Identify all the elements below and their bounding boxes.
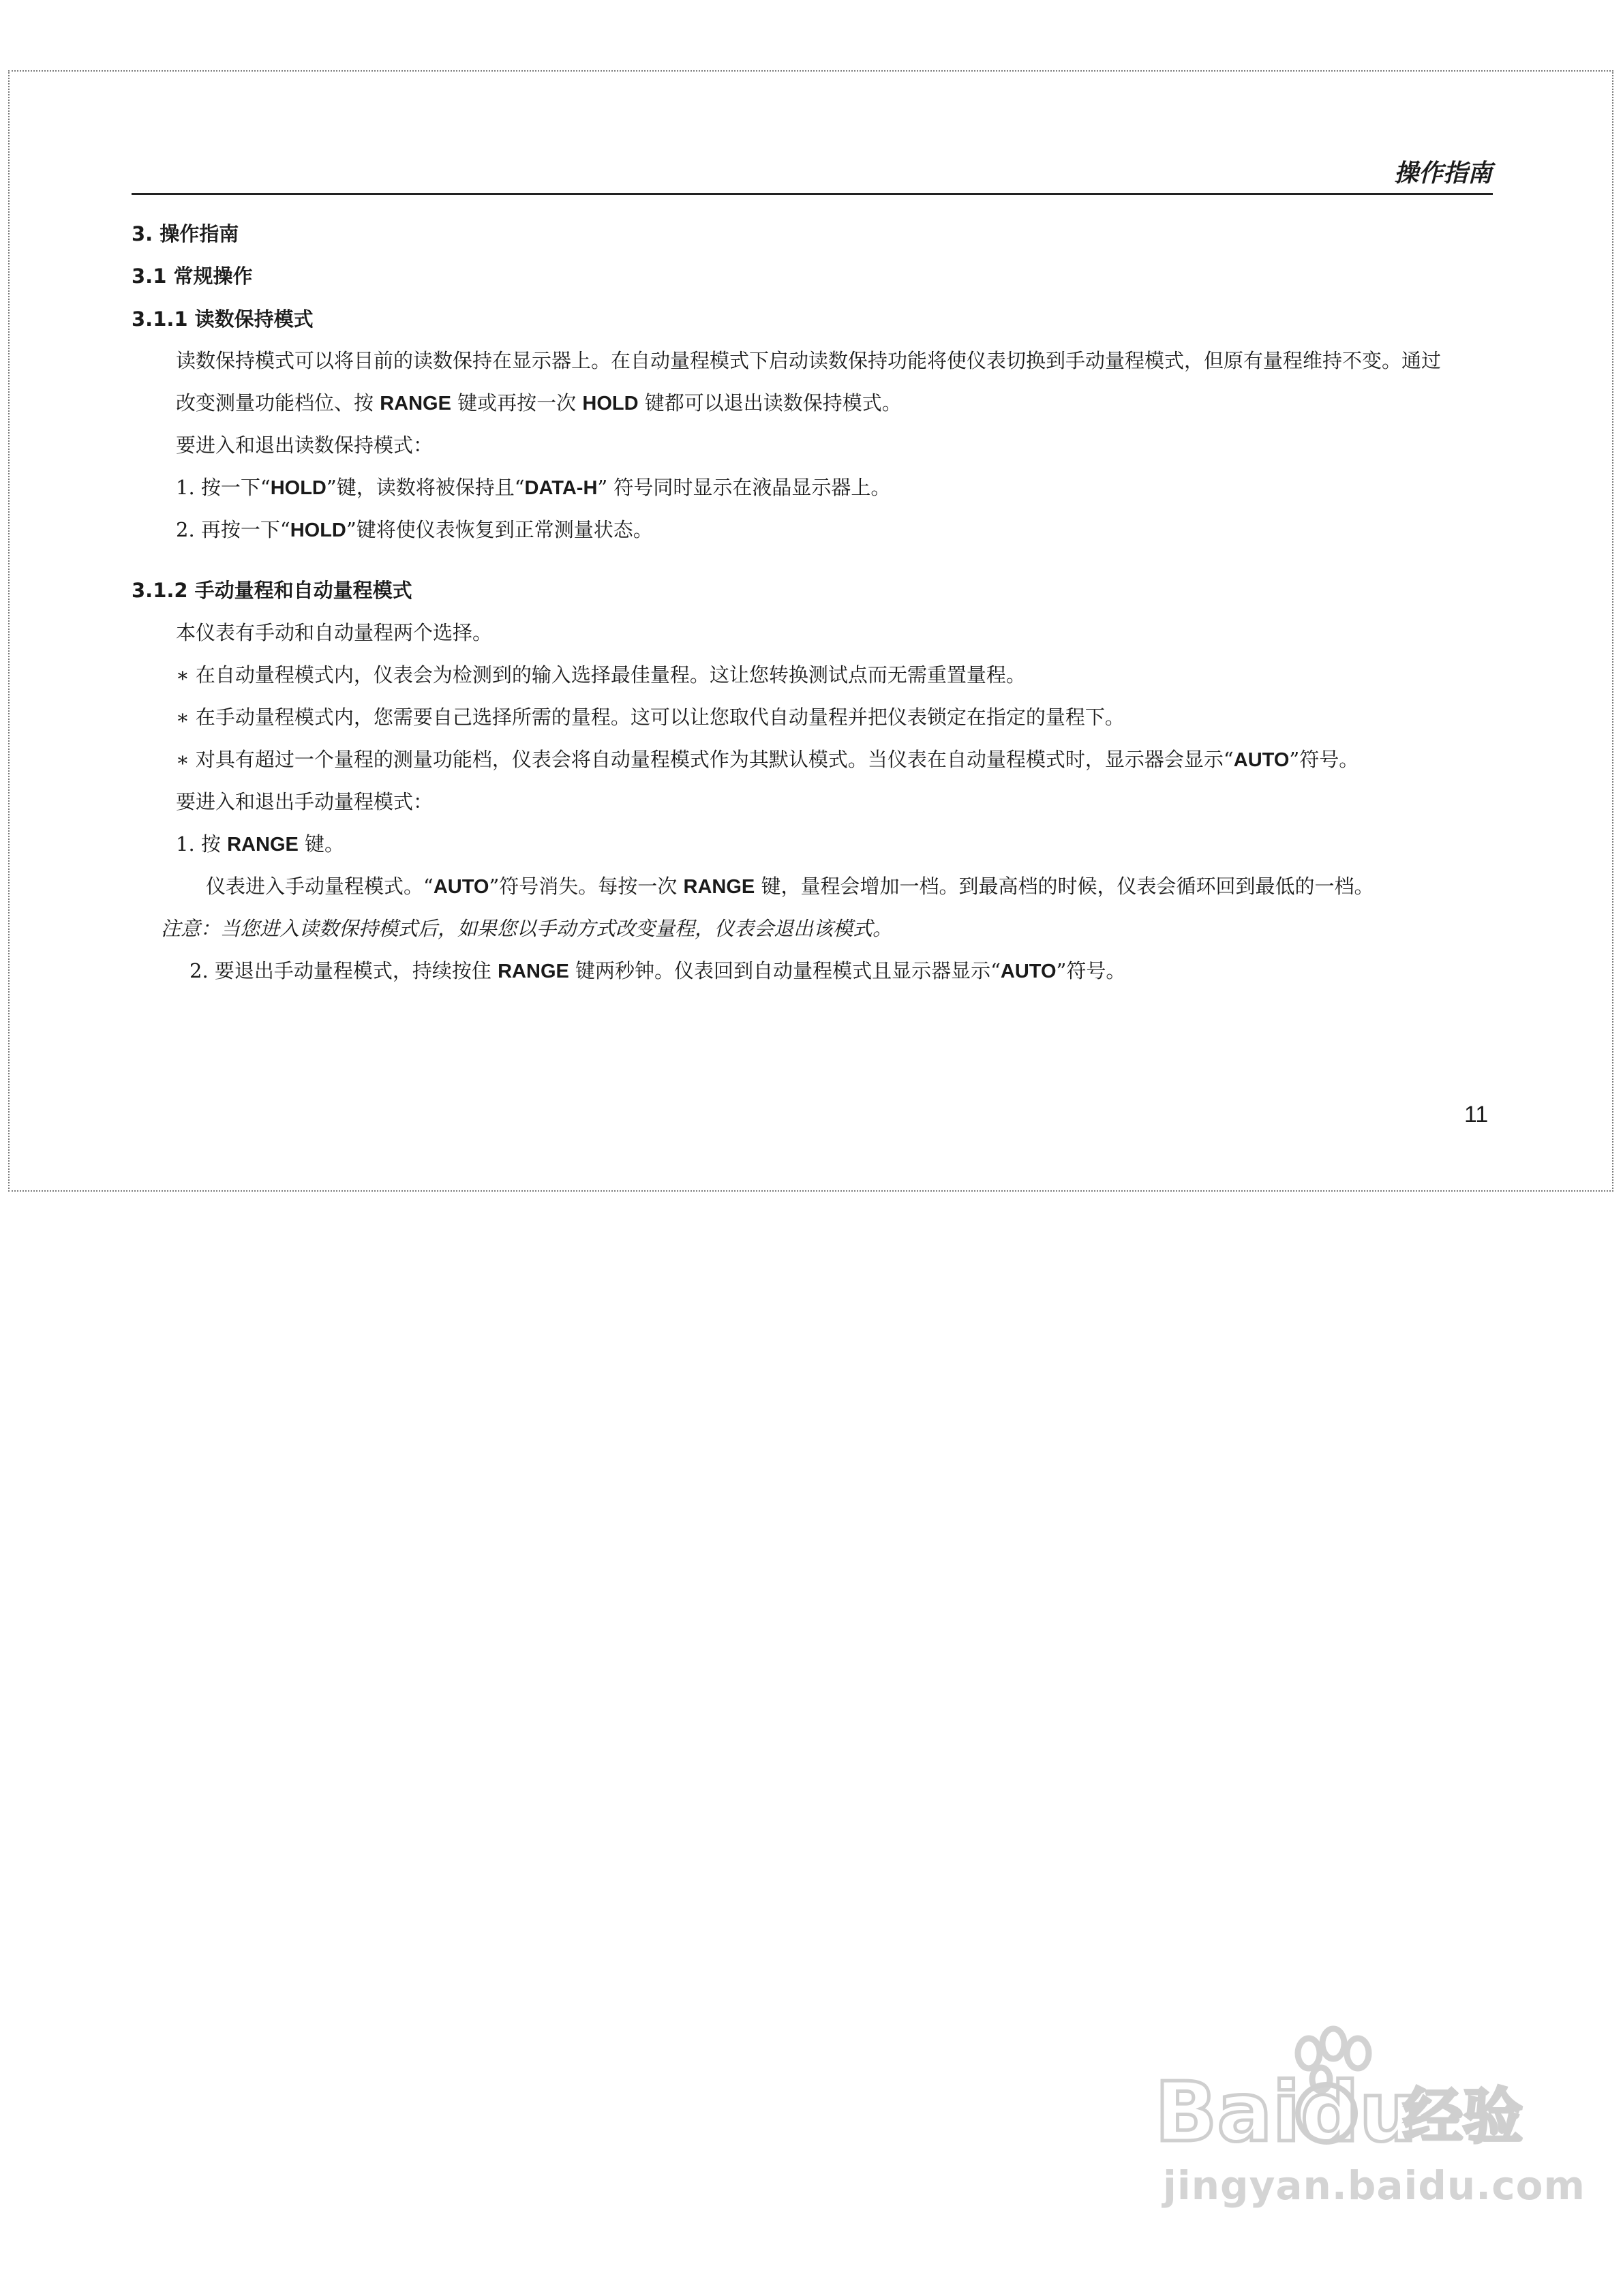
hold-paragraph-line-2 [176,389,902,417]
range-enter-exit-intro: 要进入和退出手动量程模式： [176,790,434,813]
auto-symbol: AUTO [1000,961,1057,982]
text: ”键将使仪表恢复到正常测量状态。 [346,518,653,541]
range-step-1 [176,830,344,858]
range-intro: 本仪表有手动和自动量程两个选择。 [176,621,493,644]
text: 键，量程会增加一档。到最高档的时候，仪表会循环回到最低的一档。 [755,875,1374,898]
page-number: 11 [1464,1102,1489,1128]
range-step-2 [189,957,1125,985]
text: 1. 按 [176,832,228,856]
data-h-symbol: DATA-H [524,477,598,499]
range-key-label: RANGE [380,393,451,414]
hold-key-label: HOLD [290,519,346,541]
range-key-label: RANGE [498,961,569,982]
text: 仪表进入手动量程模式。“ [206,875,434,898]
hold-paragraph-line-1: 读数保持模式可以将目前的读数保持在显示器上。在自动量程模式下启动读数保持功能将使仪表切换到手动量程模式，但原有量程维持不变。通过 [176,349,1442,372]
svg-text:Bai: Bai [1155,2066,1301,2154]
section-3-heading: 3. 操作指南 [132,222,239,245]
range-key-label: RANGE [683,876,755,898]
text: 改变测量功能档位、按 [176,391,380,414]
auto-symbol: AUTO [1233,749,1290,771]
section-3-1-heading: 3.1 常规操作 [132,265,253,288]
text: 键或再按一次 [451,391,583,414]
watermark-url: jingyan.baidu.com [1163,2162,1586,2209]
text: 2. 再按一下“ [176,518,290,541]
range-note: 注意：当您进入读数保持模式后，如果您以手动方式改变量程，仪表会退出该模式。 [161,917,893,940]
text: ”符号。 [1056,959,1126,982]
text: 2. 要退出手动量程模式，持续按住 [189,959,498,982]
header-rule [132,193,1493,195]
range-bullet-1: ∗ 在自动量程模式内，仪表会为检测到的输入选择最佳量程。这让您转换测试点而无需重置量程。 [176,663,1026,686]
baidu-jingyan-watermark [1151,2011,1586,2216]
running-header: 操作指南 [1393,160,1492,187]
section-3-1-1-heading: 3.1.1 读数保持模式 [132,307,314,331]
range-bullet-2: ∗ 在手动量程模式内，您需要自己选择所需的量程。这可以让您取代自动量程并把仪表锁定在指定的量程下。 [176,706,1125,729]
text: 1. 按一下“ [176,476,271,499]
hold-key-label: HOLD [582,393,639,414]
text: ∗ 对具有超过一个量程的测量功能档，仪表会将自动量程模式作为其默认模式。当仪表在自动量程模式时，显示器会显示“ [176,748,1234,771]
text: ”键，读数将被保持且“ [326,476,525,499]
hold-key-label: HOLD [270,477,327,499]
hold-enter-exit-intro: 要进入和退出读数保持模式： [176,434,434,457]
range-step-1-detail [206,873,1374,901]
text: ”符号消失。每按一次 [489,875,684,898]
hold-step-2 [176,516,653,544]
svg-text:du: du [1301,2066,1418,2154]
range-bullet-3 [176,746,1359,774]
svg-text:经验: 经验 [1403,2081,1523,2151]
hold-step-1 [176,474,890,502]
text: ”符号。 [1289,748,1359,771]
text: 键都可以退出读数保持模式。 [638,391,902,414]
baidu-paw-logo-icon [1151,2011,1532,2154]
auto-symbol: AUTO [433,876,489,898]
text: 键。 [298,832,345,856]
section-3-1-2-heading: 3.1.2 手动量程和自动量程模式 [132,579,412,602]
text: 键两秒钟。仪表回到自动量程模式且显示器显示“ [568,959,1001,982]
range-key-label: RANGE [227,834,299,856]
text: ” 符号同时显示在液晶显示器上。 [597,476,891,499]
